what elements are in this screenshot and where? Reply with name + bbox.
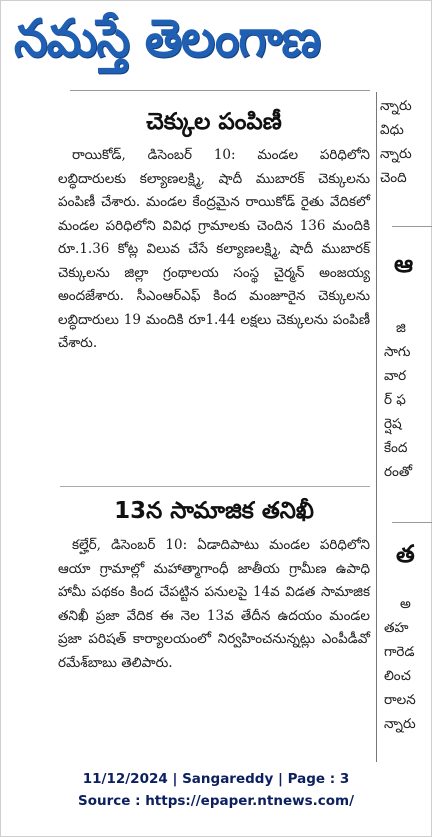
- sidebar-mid-block: [384, 316, 432, 484]
- sidebar-divider: [392, 522, 432, 523]
- sidebar-line: న్నారు: [384, 716, 416, 732]
- sidebar-line: తహ: [384, 620, 409, 636]
- sidebar-line: అ: [400, 596, 411, 612]
- story-body: రాయికోడ్, డిసెంబర్ 10: మండల పరిధిలోని లబ్ధిదారులకు కల్యాణలక్ష్మి, షాదీ ముబారక్ చెక్కులను పంపిణీ చేశారు. మండల కేంద్రమైన రాయికోడ్ రైతు వేదికలో మండల పరిధిలోని వివిధ గ్రామాలకు చెందిన 136 మందికి రూ.1.36 కోట్ల విలువ చేసే కల్యాణలక్ష్మి, షాదీ ముబారక్ చెక్కులను జిల్లా గ్రంథాలయ సంస్థ చైర్మన్ అంజయ్య అందజేశారు. సీఎంఆర్ఎఫ్ కింద మంజూరైన చెక్కులను లబ్ధిదారులు 19 మందికి రూ1.44 లక్షలు చెక్కులను పంపిణీ చేశారు.: [58, 147, 370, 351]
- sidebar-line: విధు: [380, 122, 404, 138]
- story-social-audit: [58, 488, 370, 675]
- sidebar-headline-2: [394, 250, 432, 284]
- footer-dateline: 11/12/2024 | Sangareddy | Page : 3: [82, 771, 350, 787]
- sidebar-headline: త: [396, 540, 415, 568]
- sidebar-line: గారెడ: [384, 644, 415, 660]
- top-divider: [70, 90, 370, 91]
- story-cheques-distribution: [58, 100, 370, 356]
- sidebar-headline: ఆ: [394, 250, 414, 278]
- footer: [0, 768, 432, 812]
- sidebar-bottom-block: [384, 592, 432, 736]
- sidebar-line: సాగు: [384, 344, 411, 360]
- column-divider: [376, 92, 377, 762]
- footer-source: Source : https://epaper.ntnews.com/: [77, 793, 355, 809]
- masthead: [0, 0, 432, 84]
- sidebar-line: కేంద: [384, 440, 408, 456]
- sidebar-line: న్నారు: [380, 146, 412, 162]
- sidebar-line: జి: [396, 320, 406, 336]
- sidebar-top-block: [380, 94, 432, 190]
- story-headline: చెక్కుల పంపిణీ: [146, 109, 282, 135]
- sidebar-line: రంతో: [384, 464, 413, 480]
- masthead-logo: నమస్తే తెలంగాణ: [14, 9, 321, 69]
- sidebar-line: లించ: [384, 668, 411, 684]
- sidebar-divider: [392, 226, 432, 227]
- story-headline: 13న సామాజిక తనిఖీ: [114, 498, 314, 524]
- sidebar-line: చెంది: [380, 170, 407, 186]
- sidebar-line: ర్షెష: [384, 416, 402, 432]
- story-divider: [60, 486, 370, 487]
- sidebar-line: వార: [384, 368, 407, 384]
- sidebar-line: న్నారు: [380, 98, 412, 114]
- sidebar-line: ర్ ఫ: [384, 392, 406, 408]
- story-body: కల్హేర్, డిసెంబర్ 10: ఏడాదిపాటు మండల పరిధిలోని ఆయా గ్రామాల్లో మహాత్మాగాంధీ జాతీయ గ్రామీణ ఉపాధి హామీ పథకం కింద చేపట్టిన పనులపై 14వ విడత సామాజిక తనిఖీ ప్రజా వేదిక ఈ నెల 13వ తేదీన ఉదయం మండల ప్రజా పరిషత్ కార్యాలయంలో నిర్వహించనున్నట్లు ఎంపీడీవో రమేశ్‌బాబు తెలిపారు.: [58, 537, 370, 671]
- sidebar-headline-3: [396, 540, 432, 574]
- sidebar-line: రాలన: [384, 692, 416, 708]
